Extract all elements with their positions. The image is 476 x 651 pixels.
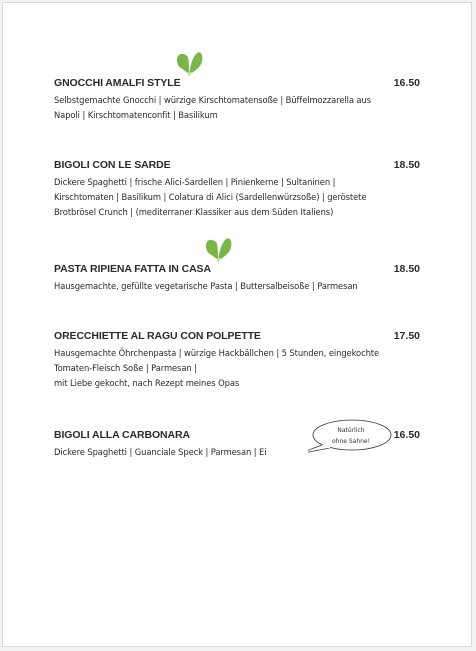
dish-title: GNOCCHI AMALFI STYLE [54, 77, 181, 89]
dish-description: Hausgemachte Öhrchenpasta | würzige Hackbällchen | 5 Stunden, eingekochte Tomaten-Fleisch Soße | Parmesan | mit Liebe gekocht, nach Rezept meines Opas [54, 348, 380, 388]
bubble-text: Natürlich ohne Sahne! [331, 427, 371, 445]
dish-price: 18.50 [393, 263, 420, 275]
dish-price: 18.50 [393, 159, 420, 171]
dish-title: BIGOLI CON LE SARDE [54, 159, 171, 171]
dish-title: BIGOLI ALLA CARBONARA [54, 429, 190, 441]
dish-price: 17.50 [393, 330, 420, 342]
dish-title: ORECCHIETTE AL RAGU CON POLPETTE [54, 330, 261, 342]
menu-item [54, 330, 420, 391]
dish-description: Dickere Spaghetti | Guanciale Speck | Parmesan | Ei [54, 447, 267, 457]
dish-price: 16.50 [393, 77, 420, 89]
dish-price: 16.50 [393, 429, 420, 441]
menu-item [54, 159, 420, 220]
menu-item [54, 263, 420, 294]
veggie-leaf-icon: VEGI [174, 48, 204, 82]
dish-description: Selbstgemachte Gnocchi | würzige Kirschtomatensoße | Büffelmozzarella aus Napoli | Kirschtomatenconfit | Basilikum [54, 95, 371, 120]
dish-description: Dickere Spaghetti | frische Alici-Sardellen | Pinienkerne | Sultaninen | Kirschtomaten | Basilikum | Colatura di Alici (Sardellenwürzsoße) | geröstete Brotbrösel Crunch | (mediterraner Klassiker aus dem Süden Italiens) [54, 177, 367, 217]
speech-bubble [308, 418, 394, 458]
dish-title: PASTA RIPIENA FATTA IN CASA [54, 263, 211, 275]
menu-item [54, 77, 420, 123]
veggie-leaf-icon: VEGI [203, 234, 233, 268]
dish-description: Hausgemachte, gefüllte vegetarische Pasta | Buttersalbeisoße | Parmesan [54, 281, 358, 291]
